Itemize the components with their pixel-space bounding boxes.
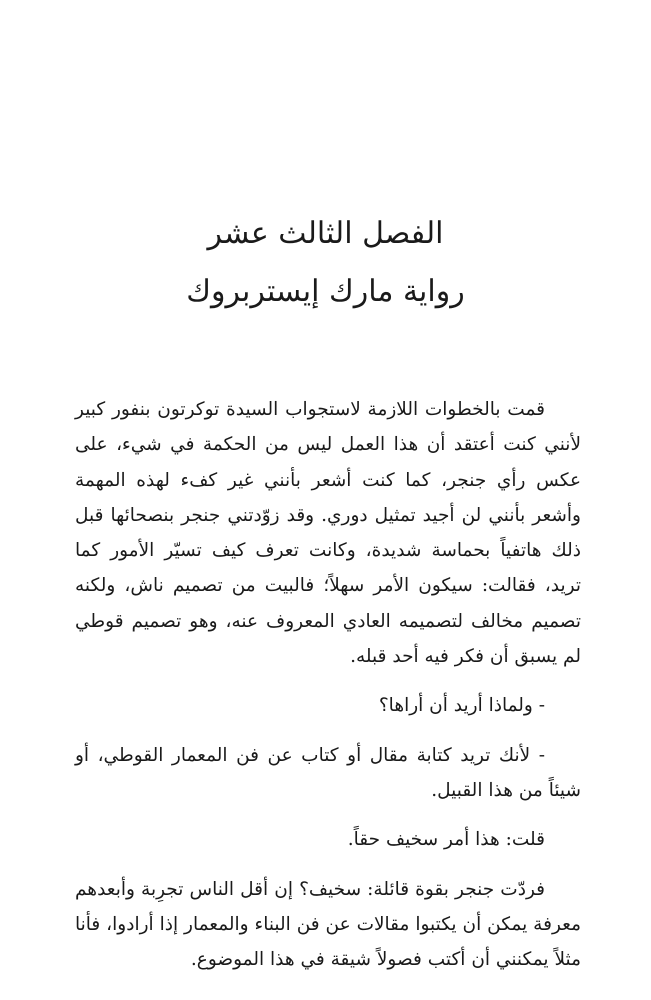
chapter-title: الفصل الثالث عشر	[207, 216, 444, 251]
dialog-line: - ولماذا أريد أن أراها؟	[378, 695, 545, 717]
paragraph: فردّت جنجر بقوة قائلة: سخيف؟ إن أقل الناس تجرِبة وأبعدهم معرفة يمكن أن يكتبوا مقالات عن فن البناء والمعمار إذا أرادوا، فأنا مثلاً يمكنني أن أكتب فصولاً شيقة في هذا الموضوع.	[75, 878, 581, 971]
chapter-subtitle: رواية مارك إيستربروك	[186, 274, 465, 309]
chapter-body	[75, 392, 581, 991]
dialog-line: - لأنك تريد كتابة مقال أو كتاب عن فن المعمار القوطي، أو شيئاً من هذا القبيل.	[75, 744, 581, 801]
dialog-line: قلت: هذا أمر سخيف حقاً.	[347, 829, 545, 851]
chapter-header	[0, 205, 651, 321]
paragraph-opening: قمت بالخطوات اللازمة لاستجواب السيدة توكرتون بنفور كبير لأنني كنت أعتقد أن هذا العمل ليس من الحكمة في شيء، على عكس رأي جنجر، كما كنت أشعر بأنني غير كفء لهذه المهمة وأشعر بأنني لن أجيد تمثيل دوري. وقد زوّدتني جنجر بنصحائها قبل ذلك هاتفياً بحماسة شديدة، وكانت تعرف كيف تسيّر الأمور كما تريد، فقالت: سيكون الأمر سهلاً؛ فالبيت من تصميم ناش، ولكنه تصميم مخالف لتصميمه العادي المعروف عنه، وهو تصميم قوطي لم يسبق أن فكر فيه أحد قبله.	[75, 399, 581, 668]
